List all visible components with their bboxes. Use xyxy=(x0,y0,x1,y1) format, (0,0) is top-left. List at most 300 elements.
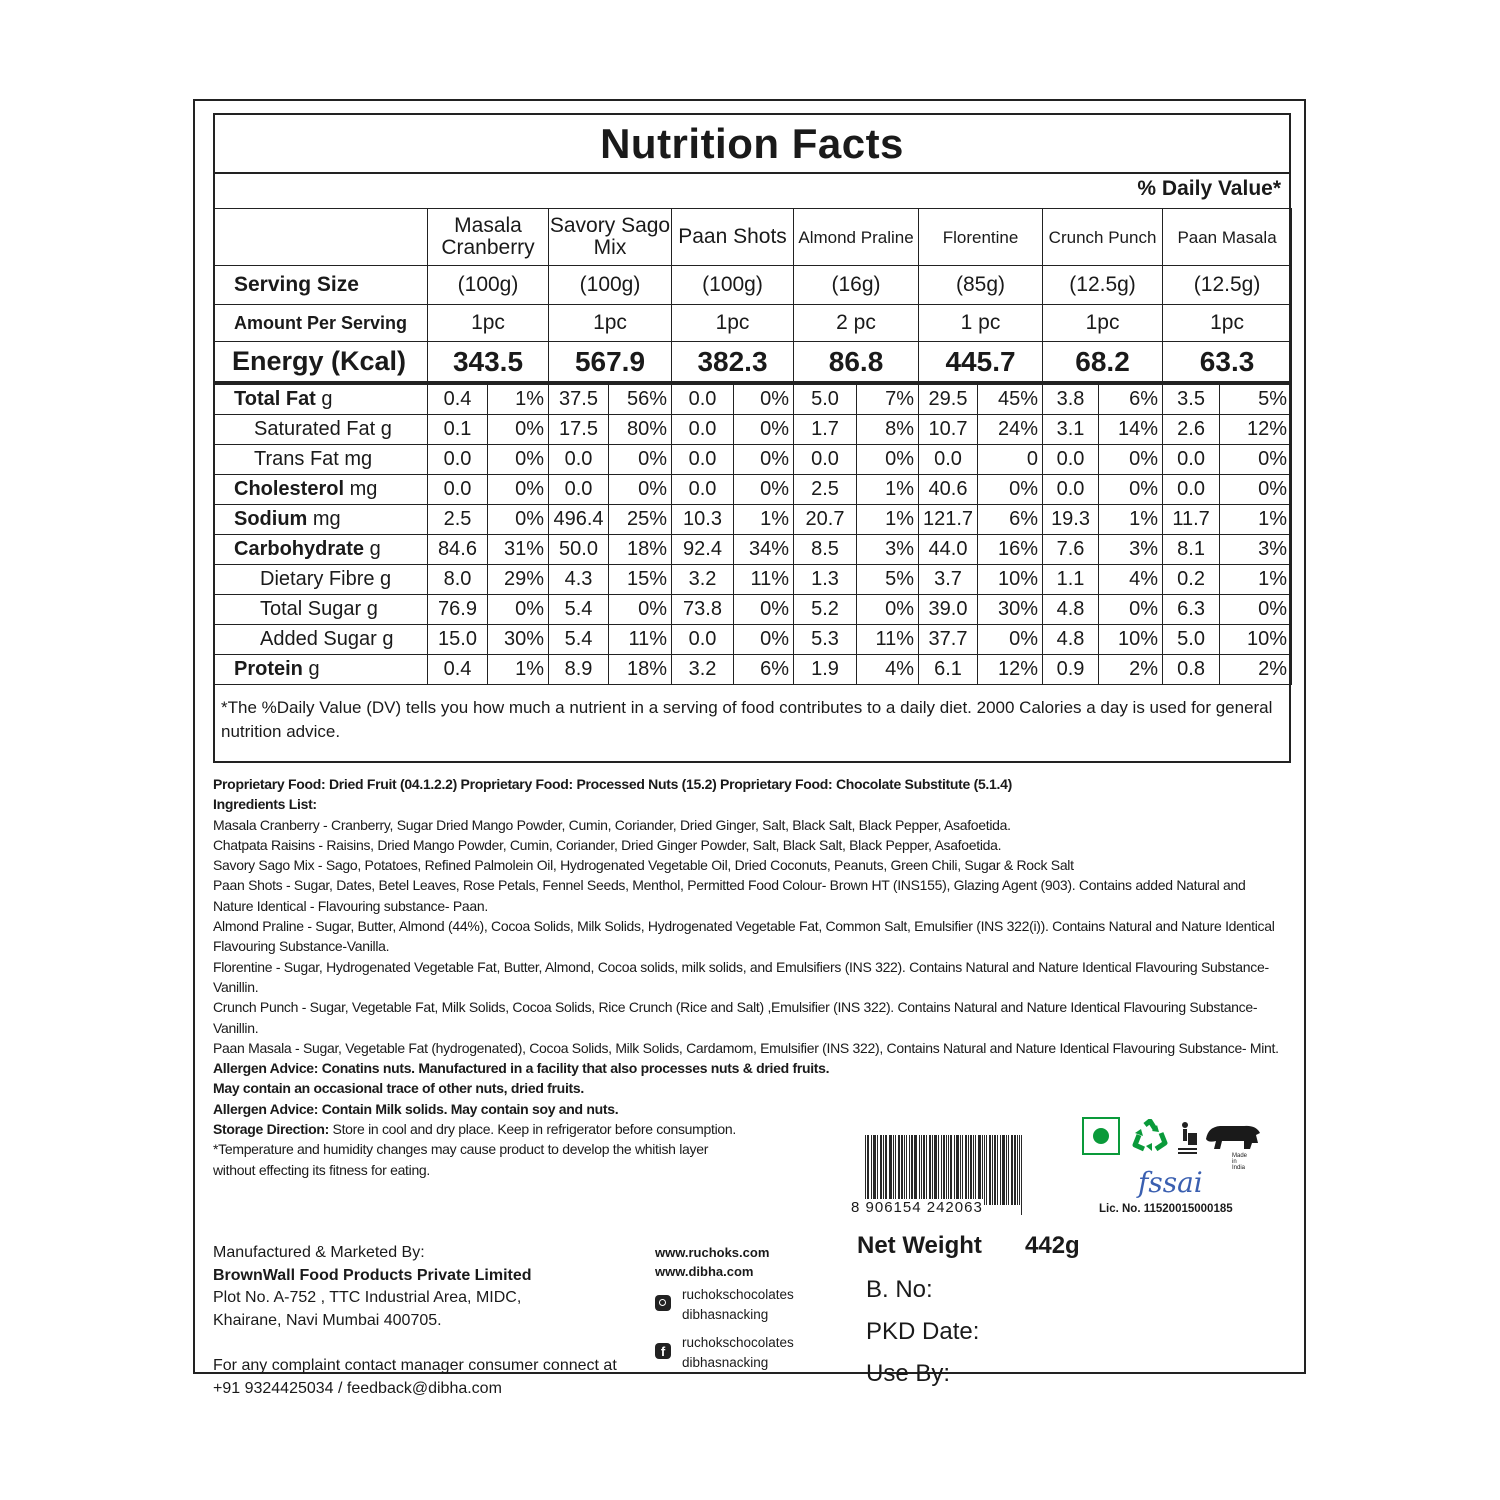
nutrient-daily-value: 0% xyxy=(488,475,549,505)
barcode-bar xyxy=(1011,1135,1012,1205)
facebook-handle: ruchokschocolates xyxy=(682,1335,794,1350)
nutrient-row xyxy=(214,565,1292,595)
nutrient-amount: 0.0 xyxy=(549,445,609,475)
barcode-bar xyxy=(935,1135,936,1205)
nutrient-daily-value: 0 xyxy=(978,445,1043,475)
header-blank xyxy=(214,209,428,266)
barcode-bar xyxy=(1019,1135,1020,1205)
barcode-bar xyxy=(899,1135,900,1205)
nutrient-amount: 17.5 xyxy=(549,415,609,445)
barcode-bar xyxy=(997,1135,998,1205)
barcode-bar xyxy=(936,1135,937,1205)
barcode-bar xyxy=(1003,1135,1004,1205)
nutrient-daily-value: 56% xyxy=(609,383,672,415)
amount-value: 1pc xyxy=(1043,305,1163,342)
nutrient-amount: 92.4 xyxy=(672,535,734,565)
barcode-bar xyxy=(950,1135,951,1205)
ingredient-entry: Paan Masala - Sugar, Vegetable Fat (hydrogenated), Cocoa Solids, Milk Solids, Cardamom, Emulsifier (INS 322), Contains Natural and Nature Identical Flavouring Substance- Mint. xyxy=(213,1039,1279,1056)
nutrient-label: Trans Fat mg xyxy=(214,445,428,475)
barcode-bar xyxy=(951,1135,952,1205)
barcode-bar xyxy=(938,1135,939,1205)
facebook-handles xyxy=(655,1333,825,1373)
nutrient-amount: 496.4 xyxy=(549,505,609,535)
barcode-bar xyxy=(946,1135,947,1205)
nutrient-amount: 4.3 xyxy=(549,565,609,595)
nutrient-row xyxy=(214,655,1292,685)
energy-value: 567.9 xyxy=(549,342,672,384)
nutrient-label: Total Sugar g xyxy=(214,595,428,625)
product-name: Masala Cranberry xyxy=(428,209,549,266)
nutrient-daily-value: 7% xyxy=(857,383,919,415)
complaint-line-1: For any complaint contact manager consumer connect at xyxy=(213,1357,617,1374)
nutrient-daily-value: 11% xyxy=(734,565,794,595)
barcode-bar xyxy=(889,1135,890,1205)
barcode-bar xyxy=(895,1135,896,1205)
instagram-handle: ruchokschocolates xyxy=(682,1287,794,1302)
nutrient-daily-value: 1% xyxy=(857,505,919,535)
nutrient-daily-value: 2% xyxy=(1099,655,1163,685)
nutrient-amount: 29.5 xyxy=(919,383,978,415)
nutrient-amount: 8.9 xyxy=(549,655,609,685)
barcode-bar xyxy=(934,1135,935,1205)
nutrient-amount: 7.6 xyxy=(1043,535,1099,565)
nutrient-daily-value: 12% xyxy=(1220,415,1292,445)
keep-city-clean-icon xyxy=(1176,1121,1198,1155)
barcode-number: 8 906154 242063 xyxy=(851,1199,983,1216)
nutrient-daily-value: 30% xyxy=(978,595,1043,625)
barcode-bar xyxy=(881,1135,882,1205)
energy-value: 68.2 xyxy=(1043,342,1163,384)
address-line-1: Plot No. A-752 , TTC Industrial Area, MIDC, xyxy=(213,1289,522,1306)
ingredients-title: Ingredients List: xyxy=(213,796,317,813)
energy-label: Energy (Kcal) xyxy=(214,342,428,384)
nutrient-daily-value: 0% xyxy=(978,475,1043,505)
nutrient-row xyxy=(214,505,1292,535)
daily-value-footnote: *The %Daily Value (DV) tells you how much a nutrient in a serving of food contributes to a daily diet. 2000 Calories a day is used for general nutrition advice. xyxy=(221,698,1273,741)
nutrient-daily-value: 1% xyxy=(1220,505,1292,535)
product-name: Savory Sago Mix xyxy=(549,209,672,266)
nutrient-amount: 6.1 xyxy=(919,655,978,685)
energy-value: 86.8 xyxy=(794,342,919,384)
temperature-note-2: without effecting its fitness for eating. xyxy=(213,1161,431,1178)
nutrient-amount: 8.1 xyxy=(1163,535,1220,565)
nutrient-amount: 8.0 xyxy=(428,565,488,595)
nutrient-daily-value: 1% xyxy=(488,383,549,415)
temperature-note-1: *Temperature and humidity changes may cause product to develop the whitish layer xyxy=(213,1141,709,1158)
nutrient-row xyxy=(214,475,1292,505)
nutrient-amount: 8.5 xyxy=(794,535,857,565)
nutrient-daily-value: 0% xyxy=(609,445,672,475)
nutrient-row xyxy=(214,383,1292,415)
nutrient-amount: 4.8 xyxy=(1043,595,1099,625)
barcode-bar xyxy=(957,1135,958,1205)
barcode-bar xyxy=(868,1135,869,1205)
barcode-bar xyxy=(877,1135,878,1205)
instagram-handle: dibhasnacking xyxy=(682,1307,769,1322)
allergen-advice-1: Allergen Advice: Conatins nuts. Manufactured in a facility that also processes nuts & dried fruits. xyxy=(213,1060,830,1077)
barcode-bar xyxy=(1012,1135,1013,1205)
nutrient-amount: 37.7 xyxy=(919,625,978,655)
website-link[interactable]: www.ruchoks.com xyxy=(655,1245,770,1260)
nutrient-daily-value: 11% xyxy=(609,625,672,655)
allergen-advice-2: Allergen Advice: Contain Milk solids. May contain soy and nuts. xyxy=(213,1100,619,1117)
nutrient-daily-value: 10% xyxy=(1099,625,1163,655)
barcode-bar xyxy=(966,1135,967,1205)
nutrient-label: Added Sugar g xyxy=(214,625,428,655)
nutrient-daily-value: 10% xyxy=(978,565,1043,595)
barcode-bar xyxy=(979,1135,980,1205)
nutrient-amount: 76.9 xyxy=(428,595,488,625)
nutrient-daily-value: 6% xyxy=(734,655,794,685)
barcode-bar xyxy=(890,1135,891,1205)
barcode-bar xyxy=(929,1135,930,1205)
nutrient-daily-value: 15% xyxy=(609,565,672,595)
nutrient-daily-value: 0% xyxy=(488,505,549,535)
ingredient-entry: Paan Shots - Sugar, Dates, Betel Leaves, Rose Petals, Fennel Seeds, Menthol, Permitted Food Colour- Brown HT (INS155), Glazing Agent (903). Contains added Natural and Nature Identical - Flavouring substance- Paan. xyxy=(213,877,1246,914)
barcode-bar xyxy=(989,1135,990,1205)
product-name: Crunch Punch xyxy=(1043,209,1163,266)
barcode-bar xyxy=(970,1135,971,1205)
nutrient-amount: 1.7 xyxy=(794,415,857,445)
barcode-bar xyxy=(958,1135,959,1205)
instagram-icon xyxy=(655,1295,671,1311)
nutrient-amount: 0.0 xyxy=(549,475,609,505)
barcode-bar xyxy=(873,1135,874,1205)
ingredient-entry: Crunch Punch - Sugar, Vegetable Fat, Milk Solids, Cocoa Solids, Rice Crunch (Rice and Salt) ,Emulsifier (INS 322). Contains Natural and Nature Identical Flavouring Substance- Vanillin. xyxy=(213,999,1258,1036)
energy-value: 343.5 xyxy=(428,342,549,384)
serving-size-value: (100g) xyxy=(672,266,794,305)
nutrient-amount: 5.0 xyxy=(794,383,857,415)
amount-value: 1pc xyxy=(1163,305,1292,342)
product-name: Florentine xyxy=(919,209,1043,266)
nutrient-daily-value: 0% xyxy=(609,475,672,505)
nutrient-daily-value: 18% xyxy=(609,655,672,685)
barcode-bar xyxy=(919,1135,920,1205)
nutrient-daily-value: 0% xyxy=(1099,445,1163,475)
nutrient-daily-value: 0% xyxy=(857,445,919,475)
nutrient-amount: 19.3 xyxy=(1043,505,1099,535)
nutrient-daily-value: 0% xyxy=(1099,475,1163,505)
product-header-row xyxy=(214,209,1292,266)
barcode-bar xyxy=(962,1135,963,1205)
amount-value: 1pc xyxy=(428,305,549,342)
nutrient-row xyxy=(214,535,1292,565)
barcode-bar xyxy=(915,1135,916,1205)
barcode-bar xyxy=(990,1135,991,1205)
barcode-bar xyxy=(904,1135,905,1205)
nutrient-daily-value: 0% xyxy=(734,445,794,475)
nutrient-daily-value: 0% xyxy=(488,595,549,625)
nutrient-row xyxy=(214,625,1292,655)
nutrient-amount: 0.4 xyxy=(428,655,488,685)
nutrition-table xyxy=(213,208,1292,685)
barcode-bar xyxy=(921,1135,922,1205)
nutrient-daily-value: 0% xyxy=(734,475,794,505)
nutrient-daily-value: 11% xyxy=(857,625,919,655)
barcode-bar xyxy=(1014,1135,1015,1205)
barcode-bar xyxy=(914,1135,915,1205)
product-name: Almond Praline xyxy=(794,209,919,266)
ingredient-entry: Masala Cranberry - Cranberry, Sugar Dried Mango Powder, Cumin, Coriander, Dried Ginger, Salt, Black Salt, Black Pepper, Asafoetida. xyxy=(213,816,1011,833)
nutrient-amount: 0.0 xyxy=(1163,445,1220,475)
nutrient-amount: 0.0 xyxy=(672,625,734,655)
nutrient-amount: 5.2 xyxy=(794,595,857,625)
nutrient-daily-value: 1% xyxy=(488,655,549,685)
amount-value: 1pc xyxy=(549,305,672,342)
barcode-bar xyxy=(948,1135,949,1205)
barcode-bar xyxy=(978,1135,979,1205)
daily-value-header: % Daily Value* xyxy=(213,172,1291,208)
nutrient-daily-value: 8% xyxy=(857,415,919,445)
nutrient-amount: 1.9 xyxy=(794,655,857,685)
barcode-bar xyxy=(994,1135,995,1205)
barcode-bar xyxy=(883,1135,884,1205)
company-name: BrownWall Food Products Private Limited xyxy=(213,1266,532,1284)
nutrient-amount: 3.7 xyxy=(919,565,978,595)
manufacturer-block xyxy=(213,1242,643,1400)
barcode-bar xyxy=(1021,1135,1022,1215)
barcode-bar xyxy=(984,1135,985,1205)
use-by-field: Use By: xyxy=(866,1360,951,1387)
nutrient-daily-value: 1% xyxy=(1220,565,1292,595)
barcode-bar xyxy=(891,1135,892,1205)
nutrient-daily-value: 3% xyxy=(857,535,919,565)
barcode-bar xyxy=(893,1135,894,1205)
nutrient-amount: 0.9 xyxy=(1043,655,1099,685)
nutrient-amount: 0.0 xyxy=(428,475,488,505)
barcode-bar xyxy=(968,1135,969,1205)
nutrient-amount: 44.0 xyxy=(919,535,978,565)
nutrient-amount: 1.3 xyxy=(794,565,857,595)
nutrient-amount: 3.8 xyxy=(1043,383,1099,415)
nutrient-row xyxy=(214,415,1292,445)
storage-direction: Storage Direction: Store in cool and dry place. Keep in refrigerator before consumption. xyxy=(213,1121,736,1138)
made-in-india-text: Made in India xyxy=(1232,1153,1248,1171)
nutrient-amount: 37.5 xyxy=(549,383,609,415)
barcode-bar xyxy=(930,1135,931,1205)
energy-row xyxy=(214,342,1292,384)
nutrient-daily-value: 0% xyxy=(1220,595,1292,625)
nutrient-amount: 20.7 xyxy=(794,505,857,535)
nutrient-amount: 15.0 xyxy=(428,625,488,655)
nutrient-amount: 5.0 xyxy=(1163,625,1220,655)
nutrient-row xyxy=(214,445,1292,475)
address-line-2: Khairane, Navi Mumbai 400705. xyxy=(213,1311,442,1329)
nutrient-daily-value: 0% xyxy=(978,625,1043,655)
serving-size-value: (12.5g) xyxy=(1163,266,1292,305)
facebook-icon: f xyxy=(655,1343,671,1359)
serving-size-value: (85g) xyxy=(919,266,1043,305)
barcode-bar xyxy=(901,1135,902,1205)
nutrient-amount: 0.2 xyxy=(1163,565,1220,595)
barcode-bar xyxy=(1017,1135,1018,1205)
nutrient-amount: 0.0 xyxy=(672,415,734,445)
nutrient-amount: 0.0 xyxy=(919,445,978,475)
nutrient-label: Saturated Fat g xyxy=(214,415,428,445)
nutrient-daily-value: 0% xyxy=(488,445,549,475)
nutrient-daily-value: 10% xyxy=(1220,625,1292,655)
serving-size-label: Serving Size xyxy=(214,266,428,305)
nutrient-daily-value: 1% xyxy=(734,505,794,535)
nutrient-amount: 0.4 xyxy=(428,383,488,415)
nutrient-amount: 0.8 xyxy=(1163,655,1220,685)
nutrient-daily-value: 5% xyxy=(1220,383,1292,415)
barcode-bar xyxy=(960,1135,961,1205)
nutrient-amount: 5.3 xyxy=(794,625,857,655)
nutrient-amount: 4.8 xyxy=(1043,625,1099,655)
license-number: Lic. No. 11520015000185 xyxy=(1099,1203,1233,1215)
barcode-bar xyxy=(971,1135,972,1205)
nutrient-amount: 3.2 xyxy=(672,565,734,595)
nutrient-amount: 10.7 xyxy=(919,415,978,445)
nutrient-daily-value: 14% xyxy=(1099,415,1163,445)
nutrient-daily-value: 0% xyxy=(857,595,919,625)
nutrient-daily-value: 24% xyxy=(978,415,1043,445)
nutrient-label: Cholesterol mg xyxy=(214,475,428,505)
product-name: Paan Shots xyxy=(672,209,794,266)
nutrient-daily-value: 0% xyxy=(1220,445,1292,475)
nutrient-daily-value: 0% xyxy=(734,383,794,415)
barcode-bar xyxy=(911,1135,912,1205)
barcode-bar xyxy=(885,1135,886,1205)
nutrient-daily-value: 6% xyxy=(1099,383,1163,415)
barcode-bar xyxy=(1015,1135,1016,1205)
nutrient-amount: 39.0 xyxy=(919,595,978,625)
barcode-bar xyxy=(909,1135,910,1205)
serving-size-value: (12.5g) xyxy=(1043,266,1163,305)
barcode-bar xyxy=(1002,1135,1003,1205)
barcode-bar xyxy=(874,1135,875,1205)
barcode-bar xyxy=(880,1135,881,1205)
barcode-bar xyxy=(875,1135,876,1205)
recycle-icon xyxy=(1132,1119,1168,1155)
nutrient-amount: 0.0 xyxy=(1043,445,1099,475)
barcode-bar xyxy=(926,1135,927,1205)
barcode-bar xyxy=(980,1135,981,1205)
fssai-logo: fssai xyxy=(1138,1166,1203,1199)
barcode-bar xyxy=(982,1135,983,1205)
nutrient-label: Total Fat g xyxy=(214,383,428,415)
amount-value: 2 pc xyxy=(794,305,919,342)
nutrient-daily-value: 0% xyxy=(609,595,672,625)
nutrient-amount: 1.1 xyxy=(1043,565,1099,595)
nutrient-amount: 0.0 xyxy=(672,445,734,475)
barcode-bar xyxy=(975,1135,976,1205)
nutrient-amount: 0.0 xyxy=(794,445,857,475)
barcode-bar xyxy=(941,1135,942,1205)
nutrient-daily-value: 31% xyxy=(488,535,549,565)
nutrient-amount: 0.0 xyxy=(672,475,734,505)
barcode-bar xyxy=(923,1135,924,1205)
nutrient-amount: 11.7 xyxy=(1163,505,1220,535)
nutrient-daily-value: 0% xyxy=(1220,475,1292,505)
barcode-bar xyxy=(932,1135,933,1205)
barcode-bar xyxy=(992,1135,993,1205)
nutrient-daily-value: 0% xyxy=(1099,595,1163,625)
barcode-bar xyxy=(902,1135,903,1205)
nutrient-amount: 0.0 xyxy=(672,383,734,415)
energy-value: 382.3 xyxy=(672,342,794,384)
nutrient-amount: 2.5 xyxy=(428,505,488,535)
nutrient-amount: 73.8 xyxy=(672,595,734,625)
nutrient-amount: 40.6 xyxy=(919,475,978,505)
nutrient-daily-value: 45% xyxy=(978,383,1043,415)
barcode-bar xyxy=(995,1135,996,1205)
barcode-bar xyxy=(954,1135,955,1205)
nutrient-amount: 0.0 xyxy=(1163,475,1220,505)
barcode-bar xyxy=(924,1135,925,1205)
nutrient-daily-value: 30% xyxy=(488,625,549,655)
barcode-bar xyxy=(973,1135,974,1205)
facebook-handle: dibhasnacking xyxy=(682,1355,769,1370)
nutrient-daily-value: 18% xyxy=(609,535,672,565)
barcode-bar xyxy=(898,1135,899,1205)
allergen-advice-1b: May contain an occasional trace of other nuts, dried fruits. xyxy=(213,1080,584,1097)
nutrient-amount: 0.0 xyxy=(428,445,488,475)
nutrient-amount: 6.3 xyxy=(1163,595,1220,625)
nutrient-daily-value: 0% xyxy=(734,625,794,655)
nutrient-daily-value: 25% xyxy=(609,505,672,535)
nutrient-amount: 84.6 xyxy=(428,535,488,565)
barcode-bar xyxy=(1008,1135,1009,1205)
nutrient-label: Sodium mg xyxy=(214,505,428,535)
barcode-bar xyxy=(1004,1135,1005,1205)
nutrient-amount: 2.5 xyxy=(794,475,857,505)
ingredient-entry: Almond Praline - Sugar, Butter, Almond (44%), Cocoa Solids, Milk Solids, Hydrogenated Vegetable Fat, Common Salt, Emulsifier (INS 322(i)). Contains Natural and Nature Identical Flavouring Substance-Vanilla. xyxy=(213,918,1275,955)
ingredient-entry: Florentine - Sugar, Hydrogenated Vegetable Fat, Butter, Almond, Cocoa solids, milk solids, and Emulsifiers (INS 322). Contains Natural and Nature Identical Flavouring Substance- Vanillin. xyxy=(213,958,1269,995)
barcode-bar xyxy=(1006,1135,1007,1205)
nutrient-amount: 3.5 xyxy=(1163,383,1220,415)
veg-mark-icon xyxy=(1082,1117,1120,1155)
barcode-bar xyxy=(871,1135,872,1205)
nutrient-amount: 121.7 xyxy=(919,505,978,535)
batch-number-field: B. No: xyxy=(866,1276,933,1303)
website-link[interactable]: www.dibha.com xyxy=(655,1264,754,1279)
nutrient-daily-value: 0% xyxy=(734,415,794,445)
ingredient-entry: Chatpata Raisins - Raisins, Dried Mango Powder, Cumin, Coriander, Dried Ginger Powder, Salt, Black Salt, Black Pepper, Asafoetida. xyxy=(213,836,1002,853)
nutrient-daily-value: 1% xyxy=(857,475,919,505)
barcode-bar xyxy=(916,1135,917,1205)
barcode-bar xyxy=(906,1135,907,1205)
nutrient-label: Carbohydrate g xyxy=(214,535,428,565)
serving-size-row xyxy=(214,266,1292,305)
serving-size-value: (16g) xyxy=(794,266,919,305)
nutrient-amount: 10.3 xyxy=(672,505,734,535)
amount-value: 1pc xyxy=(672,305,794,342)
nutrient-daily-value: 16% xyxy=(978,535,1043,565)
barcode-bar xyxy=(1000,1135,1001,1205)
lion-icon xyxy=(1204,1121,1262,1155)
nutrient-daily-value: 3% xyxy=(1220,535,1292,565)
websites xyxy=(655,1243,769,1281)
nutrient-daily-value: 6% xyxy=(978,505,1043,535)
nutrient-daily-value: 5% xyxy=(857,565,919,595)
barcode-bar xyxy=(912,1135,913,1205)
ingredients-section xyxy=(213,774,1288,1180)
amount-per-serving-row xyxy=(214,305,1292,342)
barcode-bar xyxy=(986,1135,987,1205)
serving-size-value: (100g) xyxy=(428,266,549,305)
energy-value: 445.7 xyxy=(919,342,1043,384)
nutrient-daily-value: 34% xyxy=(734,535,794,565)
nutrient-label: Protein g xyxy=(214,655,428,685)
nutrient-daily-value: 0% xyxy=(734,595,794,625)
nutrient-daily-value: 1% xyxy=(1099,505,1163,535)
product-name: Paan Masala xyxy=(1163,209,1292,266)
nutrient-amount: 5.4 xyxy=(549,625,609,655)
proprietary-line: Proprietary Food: Dried Fruit (04.1.2.2) Proprietary Food: Processed Nuts (15.2) Proprietary Food: Chocolate Substitute (5.1.4) xyxy=(213,776,1012,792)
net-weight-label: Net Weight xyxy=(857,1232,982,1259)
